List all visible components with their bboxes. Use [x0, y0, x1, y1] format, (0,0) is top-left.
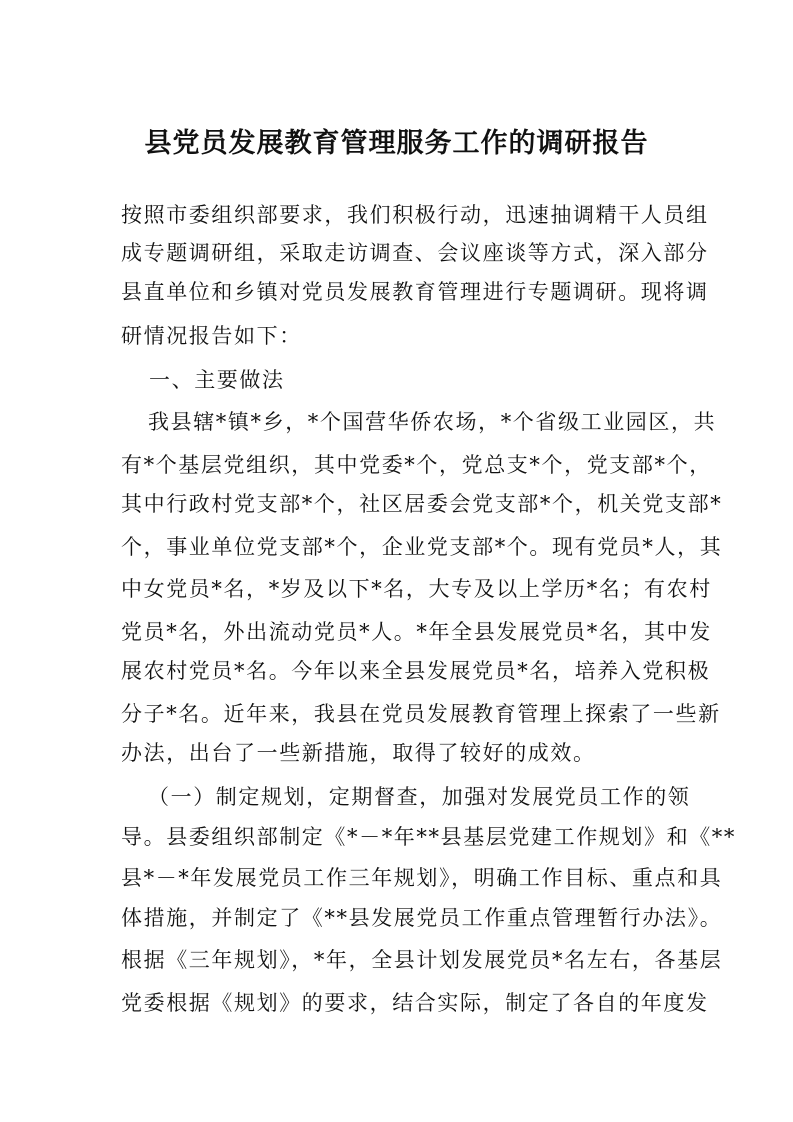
body-line-7: 有*个基层党组织，其中党委*个，党总支*个，党支部*个， [121, 453, 712, 477]
section-heading-1: 一、主要做法 [149, 368, 285, 392]
body-line-8: 其中行政村党支部*个，社区居委会党支部*个，机关党支部* [121, 492, 723, 516]
body-line-19: 根据《三年规划》，*年，全县计划发展党员*名左右，各基层 [121, 948, 723, 972]
body-line-11: 党员*名，外出流动党员*人。*年全县发展党员*名，其中发 [121, 620, 712, 644]
body-line-16: 导。县委组织部制定《*－*年**县基层党建工作规划》和《** [121, 825, 736, 849]
body-line-17: 县*－*年发展党员工作三年规划》，明确工作目标、重点和具 [121, 866, 723, 890]
body-line-9: 个，事业单位党支部*个，企业党支部*个。现有党员*人，其 [121, 535, 723, 559]
body-line-2: 成专题调研组，采取走访调查、会议座谈等方式，深入部分 [121, 241, 709, 265]
document-title: 县党员发展教育管理服务工作的调研报告 [144, 128, 649, 159]
body-line-13: 分子*名。近年来，我县在党员发展教育管理上探索了一些新 [121, 702, 721, 726]
body-line-4: 研情况报告如下： [121, 324, 302, 348]
body-line-1: 按照市委组织部要求，我们积极行动，迅速抽调精干人员组 [121, 203, 709, 227]
body-line-6: 我县辖*镇*乡，*个国营华侨农场，*个省级工业园区，共 [148, 410, 717, 434]
body-line-14: 办法，出台了一些新措施，取得了较好的成效。 [121, 741, 596, 765]
body-line-3: 县直单位和乡镇对党员发展教育管理进行专题调研。现将调 [121, 280, 709, 304]
body-line-20: 党委根据《规划》的要求，结合实际，制定了各自的年度发 [121, 991, 709, 1015]
body-line-18: 体措施，并制定了《**县发展党员工作重点管理暂行办法》。 [121, 906, 723, 930]
body-line-10: 中女党员*名，*岁及以下*名，大专及以上学历*名；有农村 [121, 577, 712, 601]
body-line-12: 展农村党员*名。今年以来全县发展党员*名，培养入党积极 [121, 659, 711, 683]
subsection-heading-1: （一）制定规划，定期督查，加强对发展党员工作的领 [148, 785, 691, 809]
